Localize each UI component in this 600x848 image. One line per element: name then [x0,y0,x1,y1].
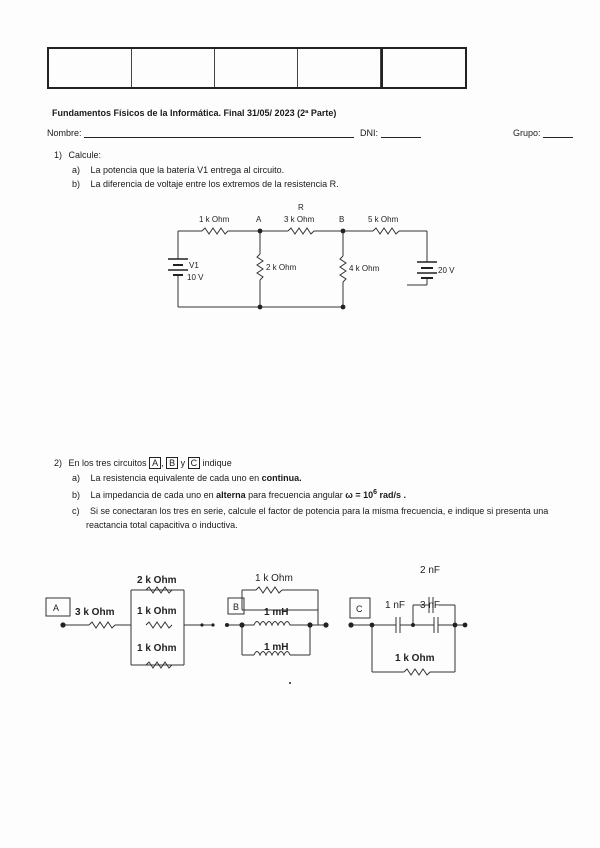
terminal-dot [60,622,65,627]
v2-value: 20 V [438,266,455,275]
q2-intro-y: y [180,458,186,468]
circuit-c-label: C [356,604,363,614]
q2-unit: rad/s . [377,490,407,500]
q1-number: 1) [54,150,63,160]
exam-title: Fundamentos Físicos de la Informática. Final 31/05/ 2023 (2ª Parte) [52,108,337,118]
q2-item-text: La resistencia equivalente de cada uno en [90,473,262,483]
dni-label: DNI: [360,128,378,138]
q2-item-bold: continua. [261,473,302,483]
q1-item-text: La potencia que la batería V1 entrega al circuito. [90,165,285,175]
node-b-label: B [339,215,345,224]
node-dot [411,623,415,627]
b-l-mid: 1 mH [264,607,289,618]
q2-omega: ω = 10 [345,490,374,500]
name-label: Nombre: [47,128,82,138]
q2-box-a: A [149,457,161,469]
node-dot [370,623,375,628]
terminal-dot [211,623,214,626]
node-dot [307,622,312,627]
q2-item-bold: alterna [216,490,246,500]
r3-label: 5 k Ohm [368,215,399,224]
q2-intro: En los tres circuitos [68,458,147,468]
q2-exponent: 6 [373,489,377,496]
q2-item-letter: a) [72,473,81,483]
r-label: 3 k Ohm [284,215,315,224]
speck [289,682,291,684]
b-r-top: 1 k Ohm [255,573,293,584]
c-r: 1 k Ohm [395,653,435,664]
a-r-top: 2 k Ohm [137,575,177,586]
q2-intro-post: indique [202,458,232,468]
a-r-series: 3 k Ohm [75,607,115,618]
terminal-dot [323,622,328,627]
q2-number: 2) [54,458,63,468]
q2-header: 2) En los tres circuitos A , B y C indique [54,458,232,468]
v1-value: 10 V [187,273,204,282]
a-r-mid: 1 k Ohm [137,606,177,617]
q1-item-text: La diferencia de voltaje entre los extremos de la resistencia R. [90,179,339,189]
circuit-a-label: A [53,603,60,613]
q1-item-letter: b) [72,179,81,189]
node-dot [453,623,458,628]
terminal-dot [463,623,468,628]
r1-label: 1 k Ohm [199,215,230,224]
q2-item-letter: c) [72,506,80,516]
terminal-dot [225,623,229,627]
c-c1: 1 nF [385,600,406,611]
circuit-b-label: B [233,602,240,612]
terminal-dot [348,622,353,627]
group-label: Grupo: [513,128,541,138]
q1-item-letter: a) [72,165,81,175]
q1-intro: Calcule: [68,150,102,160]
r4-label: 4 k Ohm [349,264,380,273]
q2-box-b: B [166,457,178,469]
b-l-bot: 1 mH [264,642,289,653]
q2-item-text: Si se conectaran los tres en serie, calcule el factor de potencia para la misma frecuencia, e indique si presenta una [90,506,549,516]
node-a-label: A [256,215,262,224]
q2-box-c: C [188,457,201,469]
r2-label: 2 k Ohm [266,263,297,272]
c-c2: 3 nF [420,600,441,611]
v1-name: V1 [189,261,199,270]
q2-item-letter: b) [72,490,81,500]
a-r-bot: 1 k Ohm [137,643,177,654]
q2-item-text: La impedancia de cada uno en [90,490,217,500]
node-dot [239,622,244,627]
c-c-top: 2 nF [420,565,441,576]
q2-item-c-line2: reactancia total capacitiva o inductiva. [86,520,238,530]
r-name-label: R [298,203,304,212]
terminal-dot [200,623,203,626]
q2-item-text: para frecuencia angular [245,490,346,500]
